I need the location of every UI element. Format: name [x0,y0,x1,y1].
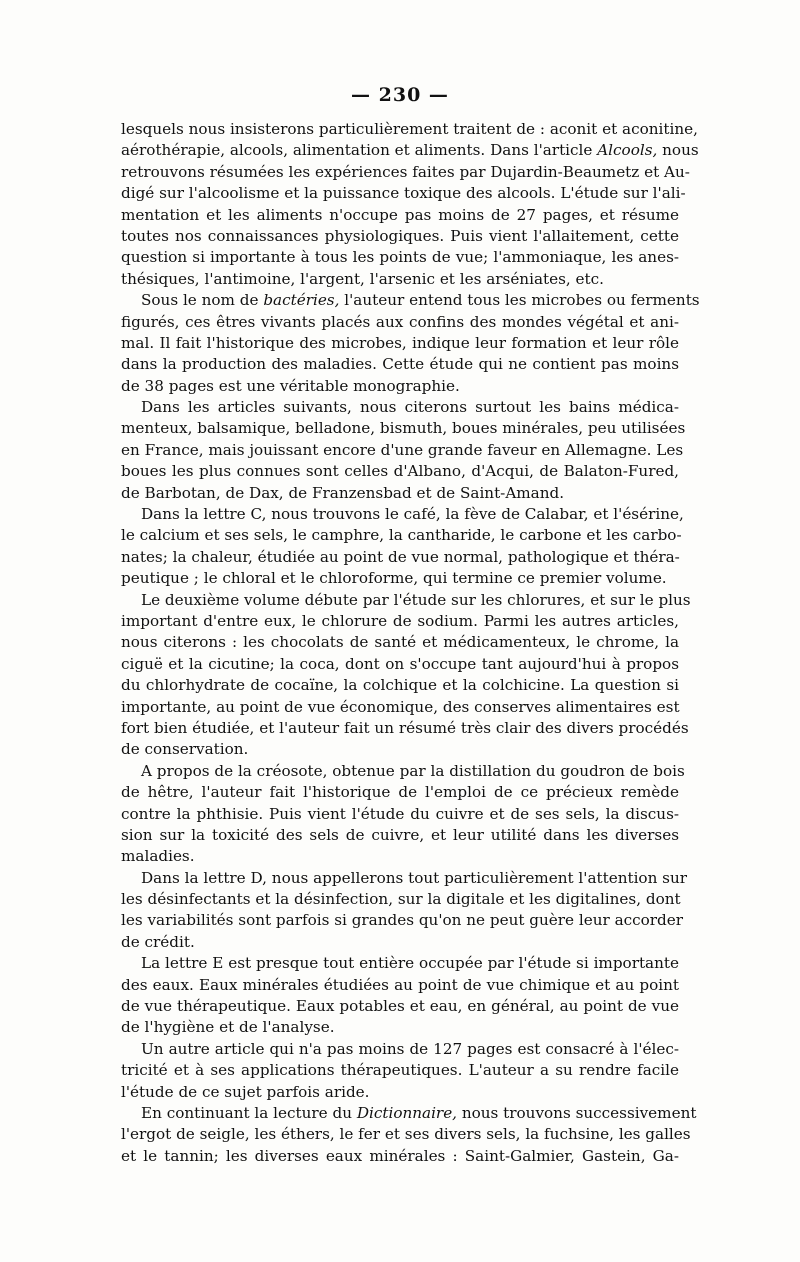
text-line [121,547,679,568]
text-segment: Dans les articles suivants, nous citerons surtout les bains médica- [141,398,679,417]
text-segment: mal. Il fait l'historique des microbes, indique leur formation et leur rôle [121,333,679,352]
text-segment: contre la phthisie. Puis vient l'étude du cuivre et de ses sels, la discus- [121,804,679,823]
text-segment: les désinfectants et la désinfection, sur la digitale et les digitalines, dont [121,890,681,909]
text-segment: en France, mais jouissant encore d'une grande faveur en Allemagne. Les [121,440,684,459]
body-text [121,119,700,1167]
text-segment: l'étude de ce sujet parfois aride. [121,1082,370,1101]
text-segment: de Barbotan, de Dax, de Franzensbad et de Saint-Amand. [121,483,565,502]
text-line [121,418,686,439]
text-segment: maladies. [121,847,195,866]
text-segment: digé sur l'alcoolisme et la puissance toxique des alcools. L'étude sur l'ali- [121,184,686,203]
text-segment: et le tannin; les diverses eaux minérales : Saint-Galmier, Gastein, Ga- [121,1146,679,1165]
text-line [121,739,679,760]
text-line [121,162,690,183]
text-line [121,1103,697,1124]
italic-term: Alcools, [597,141,658,160]
text-line [121,312,679,333]
text-segment: sion sur la toxicité des sels de cuivre, et leur utilité dans les diverses [121,825,679,844]
text-segment: lesquels nous insisterons particulièrement traitent de : aconit et aconitine, [121,120,698,138]
text-line [121,889,679,910]
text-line [121,804,679,825]
text-line [121,910,684,931]
text-segment: dans la production des maladies. Cette étude qui ne contient pas moins [121,355,679,374]
text-line [121,761,685,782]
text-segment: A propos de la créosote, obtenue par la distillation du goudron de bois [141,761,685,780]
italic-term: bactéries, [263,291,340,310]
text-segment: Un autre article qui n'a pas moins de 127 pages est consacré à l'élec- [141,1039,679,1058]
page-number: — 230 — [351,84,449,106]
text-line [121,290,700,311]
text-line [121,718,689,739]
text-segment: de l'hygiène et de l'analyse. [121,1018,335,1037]
text-line [121,868,688,889]
text-segment: Dans la lettre C, nous trouvons le café, la fève de Calabar, et l'ésérine, [141,505,684,524]
text-segment: les variabilités sont parfois si grandes qu'on ne peut guère leur accorder [121,911,684,930]
text-segment: toutes nos connaissances physiologiques. Puis vient l'allaitement, cette [121,226,679,245]
text-segment: aérothérapie, alcools, alimentation et aliments. Dans l'article [121,141,598,160]
text-segment: fort bien étudiée, et l'auteur fait un résumé très clair des divers procédés [121,718,689,737]
text-segment: tricité et à ses applications thérapeutiques. L'auteur a su rendre facile [121,1061,679,1080]
text-line [121,1124,691,1145]
text-line [121,1082,679,1103]
text-line [121,953,679,974]
text-segment: Sous le nom de [141,291,264,310]
text-line [121,1039,679,1060]
text-segment: figurés, ces êtres vivants placés aux confins des mondes végétal et ani- [121,312,679,331]
text-line [121,782,679,803]
text-line [121,975,679,996]
text-line [121,247,679,268]
text-line [121,205,679,226]
text-line [121,697,679,718]
text-line [121,376,679,397]
text-line [121,483,679,504]
text-segment: question si importante à tous les points de vue; l'ammoniaque, les anes- [121,248,679,267]
text-segment: nous citerons : les chocolats de santé et médicamenteux, le chrome, la [121,633,679,652]
text-line [121,590,691,611]
text-segment: Le deuxième volume débute par l'étude sur les chlorures, et sur le plus [141,590,691,609]
text-segment: l'ergot de seigle, les éthers, le fer et ses divers sels, la fuchsine, les galles [121,1125,691,1144]
text-segment: de crédit. [121,932,195,951]
text-segment: importante, au point de vue économique, des conserves alimentaires est [121,697,680,716]
text-segment: thésiques, l'antimoine, l'argent, l'arsenic et les arséniates, etc. [121,269,604,288]
text-line [121,611,679,632]
text-line [121,996,679,1017]
text-line [121,269,679,290]
text-segment: de conservation. [121,740,249,759]
text-segment: l'auteur entend tous les microbes ou ferments [339,291,700,310]
text-segment: du chlorhydrate de cocaïne, la colchique et la colchicine. La question si [121,676,679,695]
text-segment: de 38 pages est une véritable monographie. [121,376,460,395]
text-line [121,119,698,140]
text-segment: important d'entre eux, le chlorure de sodium. Parmi les autres articles, [121,611,679,630]
text-line [121,504,684,525]
text-line [121,440,684,461]
text-line [121,825,679,846]
text-line [121,183,686,204]
text-segment: nous [657,141,699,160]
text-segment: menteux, balsamique, belladone, bismuth, boues minérales, peu utilisées [121,419,686,438]
text-segment: retrouvons résumées les expériences faites par Dujardin-Beaumetz et Au- [121,162,690,181]
text-line [121,461,679,482]
text-segment: mentation et les aliments n'occupe pas moins de 27 pages, et résume [121,205,679,224]
text-line [121,654,679,675]
text-segment: Dans la lettre D, nous appellerons tout particulièrement l'attention sur [141,868,688,887]
text-line [121,632,679,653]
text-line [121,333,679,354]
text-segment: La lettre E est presque tout entière occupée par l'étude si importante [141,954,679,973]
text-segment: boues les plus connues sont celles d'Albano, d'Acqui, de Balaton-Fured, [121,462,679,481]
text-line [121,226,679,247]
text-line [121,1060,679,1081]
text-segment: peutique ; le chloral et le chloroforme, qui termine ce premier volume. [121,569,667,588]
text-segment: le calcium et ses sels, le camphre, la cantharide, le carbone et les carbo- [121,526,682,545]
text-line [121,675,679,696]
text-segment: de hêtre, l'auteur fait l'historique de l'emploi de ce précieux remède [121,783,679,802]
text-line [121,525,682,546]
text-segment: En continuant la lecture du [141,1103,357,1122]
text-segment: des eaux. Eaux minérales étudiées au point de vue chimique et au point [121,975,679,994]
text-segment: nates; la chaleur, étudiée au point de vue normal, pathologique et théra- [121,547,680,566]
italic-term: Dictionnaire, [356,1103,458,1122]
text-line [121,568,679,589]
text-line [121,1017,679,1038]
text-line [121,140,699,161]
text-line [121,846,679,867]
text-line [121,932,679,953]
text-segment: de vue thérapeutique. Eaux potables et eau, en général, au point de vue [121,997,679,1016]
text-line [121,1146,679,1167]
text-segment: ciguë et la cicutine; la coca, dont on s'occupe tant aujourd'hui à propos [121,654,679,673]
text-line [121,354,679,375]
text-line [121,397,679,418]
text-segment: nous trouvons successivement [457,1103,697,1122]
